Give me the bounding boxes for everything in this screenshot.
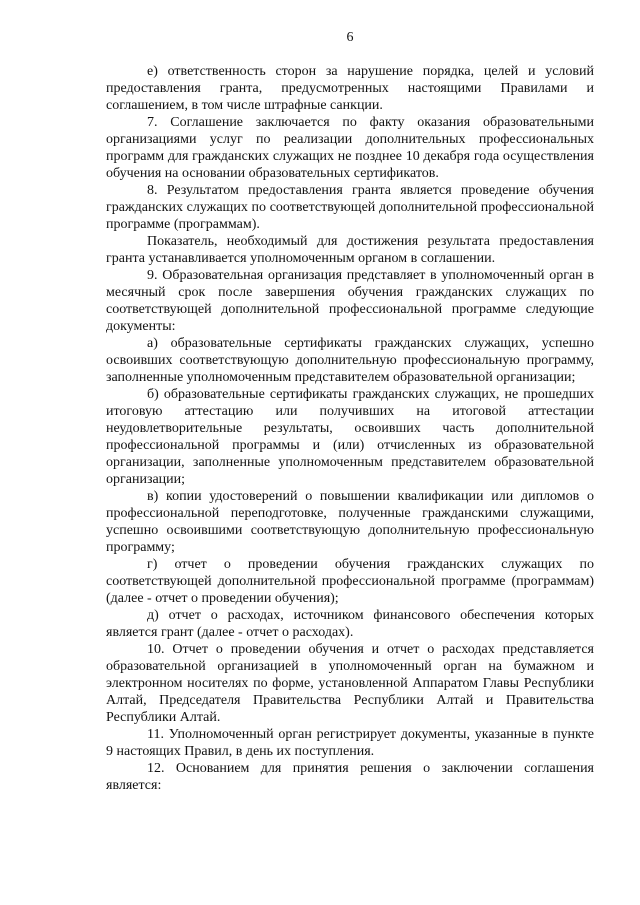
paragraph-9: 9. Образовательная организация представляет в уполномоченный орган в месячный срок после завершения обучения гражданских служащих по соответствующей дополнительной профессиональной программе следующие документы: (106, 268, 594, 334)
paragraph-12: 12. Основанием для принятия решения о заключении соглашения является: (106, 761, 594, 793)
paragraph-9g: г) отчет о проведении обучения гражданских служащих по соответствующей дополнительной профессиональной программе (программам) (далее - отчет о проведении обучения); (106, 557, 594, 606)
paragraph-e: е) ответственность сторон за нарушение порядка, целей и условий предоставления гранта, предусмотренных настоящими Правилами и соглашением, в том числе штрафные санкции. (106, 64, 594, 113)
document-page (106, 29, 594, 794)
paragraph-9v: в) копии удостоверений о повышении квалификации или дипломов о профессиональной переподготовке, полученные гражданскими служащими, успешно освоившими соответствующую дополнительную профессиональную программу; (106, 489, 594, 555)
paragraph-8: 8. Результатом предоставления гранта является проведение обучения гражданских служащих по соответствующей дополнительной профессиональной программе (программам). (106, 183, 594, 232)
paragraph-9d: д) отчет о расходах, источником финансового обеспечения которых является грант (далее - отчет о расходах). (106, 608, 594, 640)
paragraph-9b: б) образовательные сертификаты гражданских служащих, не прошедших итоговую аттестацию или получивших на итоговой аттестации неудовлетворительные результаты, освоивших часть дополнительной профессиональной программы и (или) отчисленных из образовательной организации, заполненные уполномоченным представителем образовательной организации; (106, 387, 594, 487)
paragraph-7: 7. Соглашение заключается по факту оказания образовательными организациями услуг по реализации дополнительных профессиональных программ для гражданских служащих не позднее 10 декабря года осуществления обучения на основании образовательных сертификатов. (106, 115, 594, 181)
paragraph-9a: а) образовательные сертификаты гражданских служащих, успешно освоивших соответствующую дополнительную профессиональную программу, заполненные уполномоченным представителем образовательной организации; (106, 336, 594, 385)
page-number: 6 (346, 30, 354, 45)
paragraph-indicator: Показатель, необходимый для достижения результата предоставления гранта устанавливается уполномоченным органом в соглашении. (106, 234, 594, 266)
paragraph-11: 11. Уполномоченный орган регистрирует документы, указанные в пункте 9 настоящих Правил, в день их поступления. (106, 727, 594, 759)
paragraph-10: 10. Отчет о проведении обучения и отчет о расходах представляется образовательной организацией в уполномоченный орган на бумажном и электронном носителях по форме, установленной Аппаратом Главы Республики Алтай, Председателя Правительства Республики Алтай и Правительства Республики Алтай. (106, 642, 594, 725)
